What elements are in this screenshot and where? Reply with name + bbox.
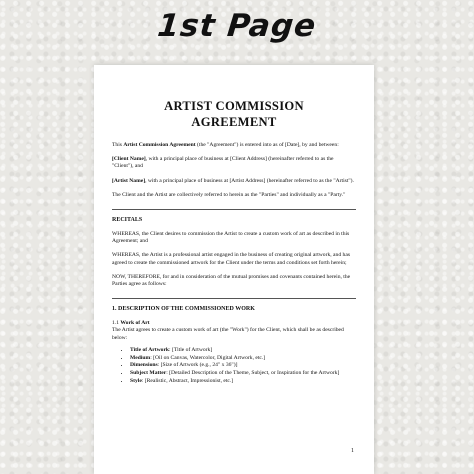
parties-paragraph: The Client and the Artist are collectively referred to herein as the "Parties" and individually as a "Party." (112, 191, 346, 198)
recitals-paragraph-3: NOW, THEREFORE, for and in consideration of the mutual promises and covenants contained herein, the Parties agree as follows: (112, 273, 351, 288)
list-item: • Title of Artwork: [Title of Artwork] (130, 347, 356, 354)
artwork-details-list (112, 347, 356, 385)
document-title-line-1: ARTIST COMMISSION (164, 99, 304, 113)
artist-paragraph: [Artist Name], with a principal place of business at [Artist Address] (hereinafter referred to as the "Artist"). (112, 177, 354, 184)
document-page (94, 65, 374, 474)
recitals-paragraph-2: WHEREAS, the Artist is a professional artist engaged in the business of creating original artwork, and has agreed to create the commissioned artwork for the Client under the terms and conditions set forth herein; (112, 252, 350, 266)
list-item: • Medium: [Oil on Canvas, Watercolor, Digital Artwork, etc.] (130, 355, 356, 362)
list-item: • Style: [Realistic, Abstract, Impressionist, etc.] (130, 378, 356, 385)
section-1-heading: 1. DESCRIPTION OF THE COMMISSIONED WORK (112, 306, 255, 313)
recitals-paragraph-1: WHEREAS, the Client desires to commission the Artist to create a custom work of art as described in this Agreement; and (112, 231, 350, 245)
client-paragraph: [Client Name], with a principal place of business at [Client Address] (hereinafter referred to as the "Client"), and (112, 156, 334, 170)
section-divider (112, 298, 356, 299)
document-title (112, 98, 356, 130)
section-divider (112, 209, 356, 210)
list-item: • Dimensions: [Size of Artwork (e.g., 24" x 36")] (130, 362, 356, 369)
document-title-line-2: AGREEMENT (191, 115, 277, 129)
subsection-1-1-text: The Artist agrees to create a custom work of art (the "Work") for the Client, which shall be as described below: (112, 327, 344, 341)
page-label-banner: 1st Page (155, 8, 319, 44)
page-number: 1 (351, 448, 354, 454)
recitals-heading: RECITALS (112, 217, 143, 224)
intro-paragraph: This Artist Commission Agreement (the "Agreement") is entered into as of [Date], by and between: (112, 142, 339, 148)
subsection-1-1-title: 1.1 Work of Art (112, 320, 150, 327)
list-item: • Subject Matter: [Detailed Description of the Theme, Subject, or Inspiration for the Artwork] (130, 370, 356, 377)
